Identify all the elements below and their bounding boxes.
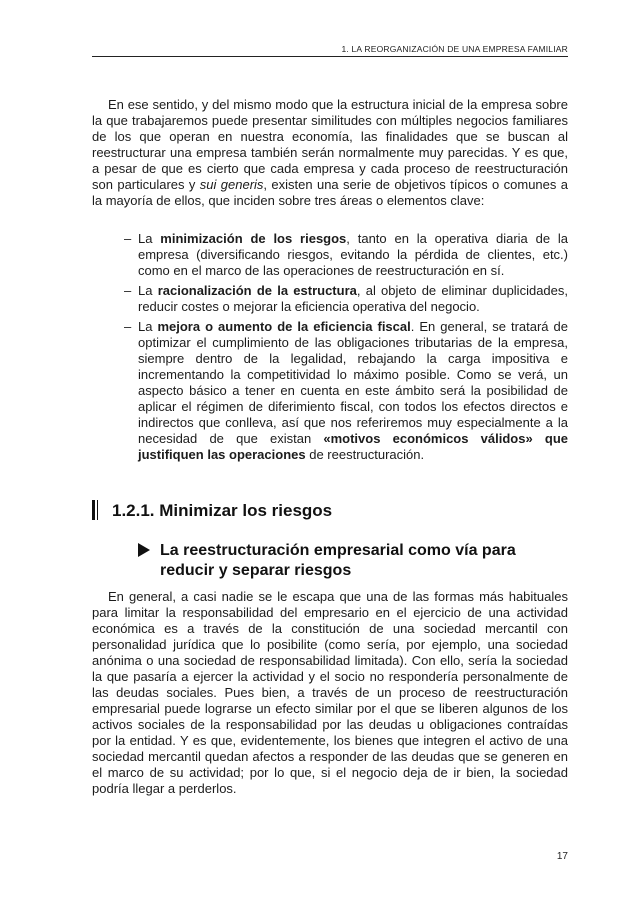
intro-paragraph (92, 97, 568, 209)
list-item-pre: La (138, 283, 158, 298)
intro-italic-term: sui generis (199, 177, 264, 192)
intro-text-a: En ese sentido, y del mismo modo que la estructura inicial de la empresa sobre la que trabajaremos puede presentar similitudes con múltiples negocios familiares de los que operan en nuestra economía, las finalidades que se buscan al reestructurar una empresa también serán normalmente muy parecidas. Y es que, a pesar de que es cierto que cada empresa y cada proceso de reestructuración son particulares y (92, 97, 568, 192)
running-header: 1. LA REORGANIZACIÓN DE UNA EMPRESA FAMILIAR (341, 44, 568, 54)
page-number: 17 (556, 851, 568, 862)
paragraph-text: En general, a casi nadie se le escapa que una de las formas más habituales para limitar la responsabilidad del empresario en el ejercicio de una actividad económica es a través de la constitución de una sociedad mercantil con personalidad jurídica que lo posibilite (como sería, por ejemplo, una sociedad anónima o una sociedad de responsabilidad limitada). Con ello, sería la sociedad la que pasaría a ejercer la actividad y el socio no respondería personalmente de las deudas sociales. Pues bien, a través de un proceso de reestructuración empresarial puede lograrse un efecto similar por el que se liberen algunos de los activos sociales de la responsabilidad por las deudas u obligaciones contraídas por la entidad. Y es que, evidentemente, los bienes que integren el activo de una sociedad mercantil quedan afectos a responder de las deudas que se generen en el marco de su actividad; por lo que, si el negocio deja de ir bien, la sociedad podría llegar a perderlos. (92, 589, 568, 796)
list-item-bold: minimización de los riesgos (160, 231, 347, 246)
list-item-bold: mejora o aumento de la eficiencia fiscal (157, 319, 411, 334)
triangle-bullet-icon (138, 543, 150, 557)
header-rule (92, 56, 568, 57)
intro-text-b: , existen una serie de objetivos típicos o comunes a la mayoría de ellos, que inciden sobre tres áreas o elementos clave: (92, 177, 568, 208)
objectives-list (92, 231, 568, 467)
list-item-pre: La (138, 231, 161, 246)
list-item (92, 319, 568, 463)
list-item-pre: La (138, 319, 158, 334)
list-item-post: , al objeto de eliminar duplicidades, reducir costes o mejorar la eficiencia operativa del negocio. (138, 283, 568, 314)
subsection-heading (138, 541, 558, 581)
heading-bar-icon (92, 500, 95, 520)
list-item (92, 231, 568, 279)
dash-bullet: – (124, 319, 132, 334)
body-paragraph (92, 589, 568, 797)
list-item (92, 283, 568, 315)
section-heading (92, 500, 568, 521)
list-item-bold: racionalización de la estructura (157, 283, 357, 298)
list-item-post: de reestructuración. (305, 447, 425, 462)
subsection-heading-text: La reestructuración empresarial como vía para reducir y separar riesgos (160, 542, 516, 579)
dash-bullet: – (124, 283, 132, 298)
list-item-post: , tanto en la operativa diaria de la empresa (diversificando riesgos, evitando la pérdida de clientes, etc.) como en el marco de las operaciones de reestructuración en sí. (138, 231, 568, 278)
section-heading-text: 1.2.1. Minimizar los riesgos (112, 501, 333, 520)
heading-bar-thin-icon (97, 500, 98, 520)
dash-bullet: – (124, 231, 132, 246)
list-item-mid: . En general, se tratará de optimizar el cumplimiento de las obligaciones tributarias de la empresa, siempre dentro de la legalidad, rebajando la carga impositiva e incrementando la competitividad lo máximo posible. Como se verá, un aspecto básico a tener en cuenta en este ámbito será la posibilidad de aplicar el régimen de diferimiento fiscal, con todos los efectos directos e indirectos que conlleva, así que nos referiremos muy especialmente a la necesidad de que existan (138, 319, 568, 446)
list-item-bold-2: «motivos económicos válidos» que justifiquen las operaciones (138, 431, 568, 462)
